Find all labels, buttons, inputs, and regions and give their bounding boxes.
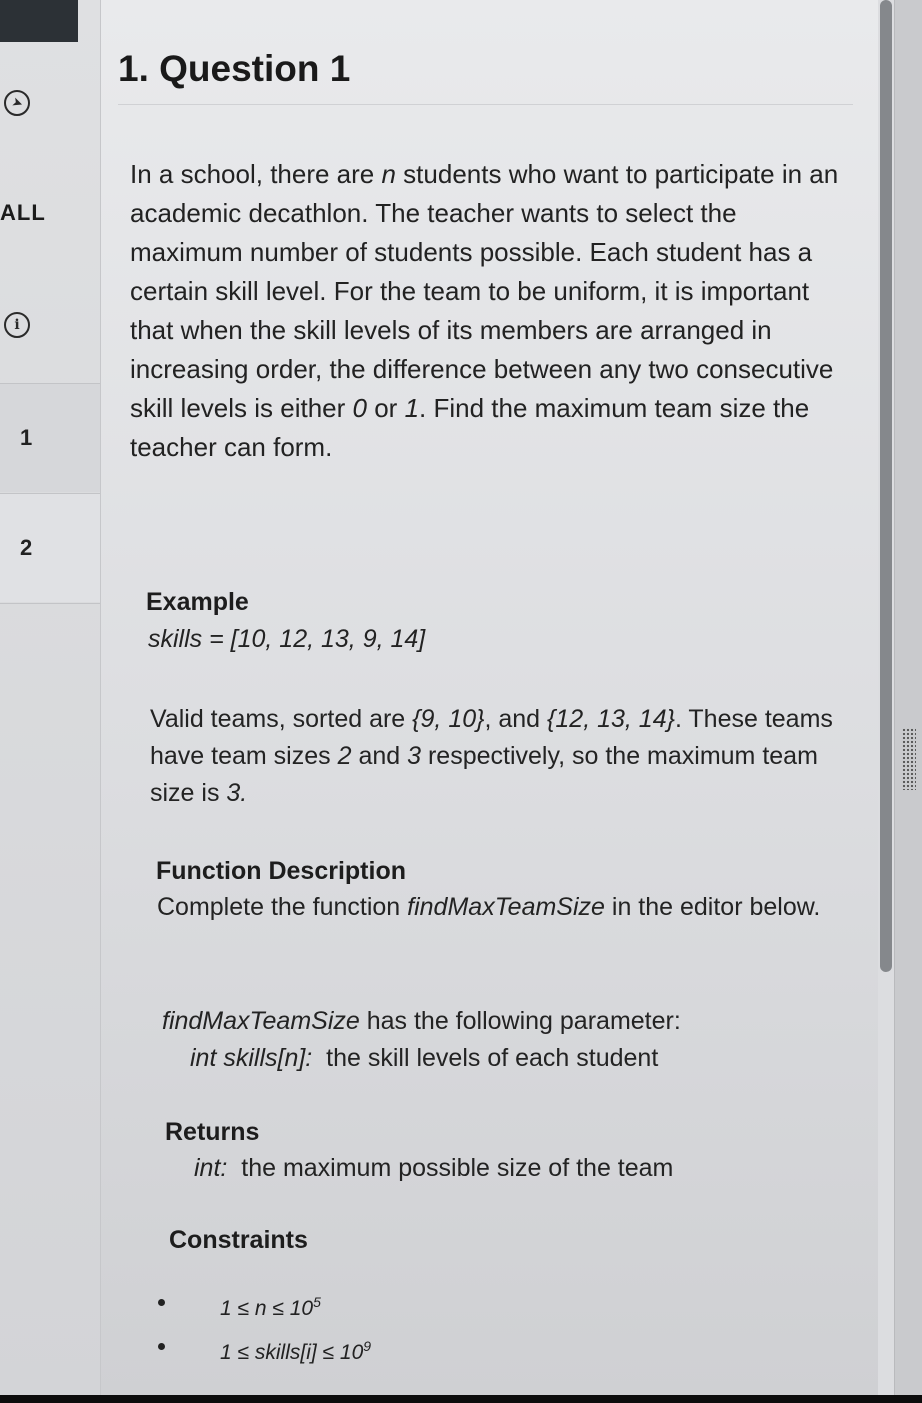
info-icon[interactable]: i — [4, 312, 30, 338]
returns-text: int: the maximum possible size of the team — [194, 1154, 674, 1182]
constraint-item: 1 ≤ skills[i] ≤ $10^9$ — [220, 1324, 371, 1368]
sidebar-item-question-2[interactable] — [0, 494, 100, 602]
sidebar-top-bar — [0, 0, 78, 42]
returns-heading: Returns — [165, 1118, 260, 1146]
sidebar-all-label[interactable]: ALL — [0, 200, 46, 225]
title-divider — [118, 104, 853, 105]
function-description-heading: Function Description — [156, 857, 406, 885]
constraint-item: $1 \le n \le 10^5$ — [220, 1280, 371, 1324]
parameter-intro: findMaxTeamSize has the following parameter: — [162, 1007, 681, 1035]
question-sidebar — [0, 0, 101, 1395]
sidebar-item-label: 2 — [20, 535, 33, 560]
constraints-list — [220, 1280, 371, 1368]
problem-statement: In a school, there are n students who want to participate in an academic decathlon. The teacher wants to select the maximum number of students possible. Each student has a certain skill level. For the team to be uniform, it is important that when the skill levels of its members are arranged in increasing order, the difference between any two consecutive skill levels is either 0 or 1. Find the maximum team size the teacher can form. — [130, 159, 839, 462]
editor-panel-edge — [894, 0, 922, 1395]
question-title: 1. Question 1 — [118, 48, 351, 89]
sidebar-divider — [0, 603, 100, 604]
sidebar-item-label: 1 — [20, 425, 33, 450]
resize-handle-icon[interactable] — [902, 728, 916, 790]
parameter-item: int skills[n]: the skill levels of each student — [190, 1044, 659, 1072]
example-explanation: Valid teams, sorted are {9, 10}, and {12, 13, 14}. These teams have team sizes 2 and 3 respectively, so the maximum team size is 3. — [150, 705, 833, 807]
example-heading: Example — [146, 588, 249, 616]
constraints-heading: Constraints — [169, 1226, 308, 1254]
pointer-icon[interactable]: ➤ — [4, 90, 30, 116]
sidebar-item-question-1[interactable] — [0, 384, 100, 492]
scrollbar-thumb[interactable] — [880, 0, 892, 972]
function-description-text: Complete the function findMaxTeamSize in the editor below. — [157, 893, 821, 921]
example-input: skills = [10, 12, 13, 9, 14] — [148, 625, 426, 653]
